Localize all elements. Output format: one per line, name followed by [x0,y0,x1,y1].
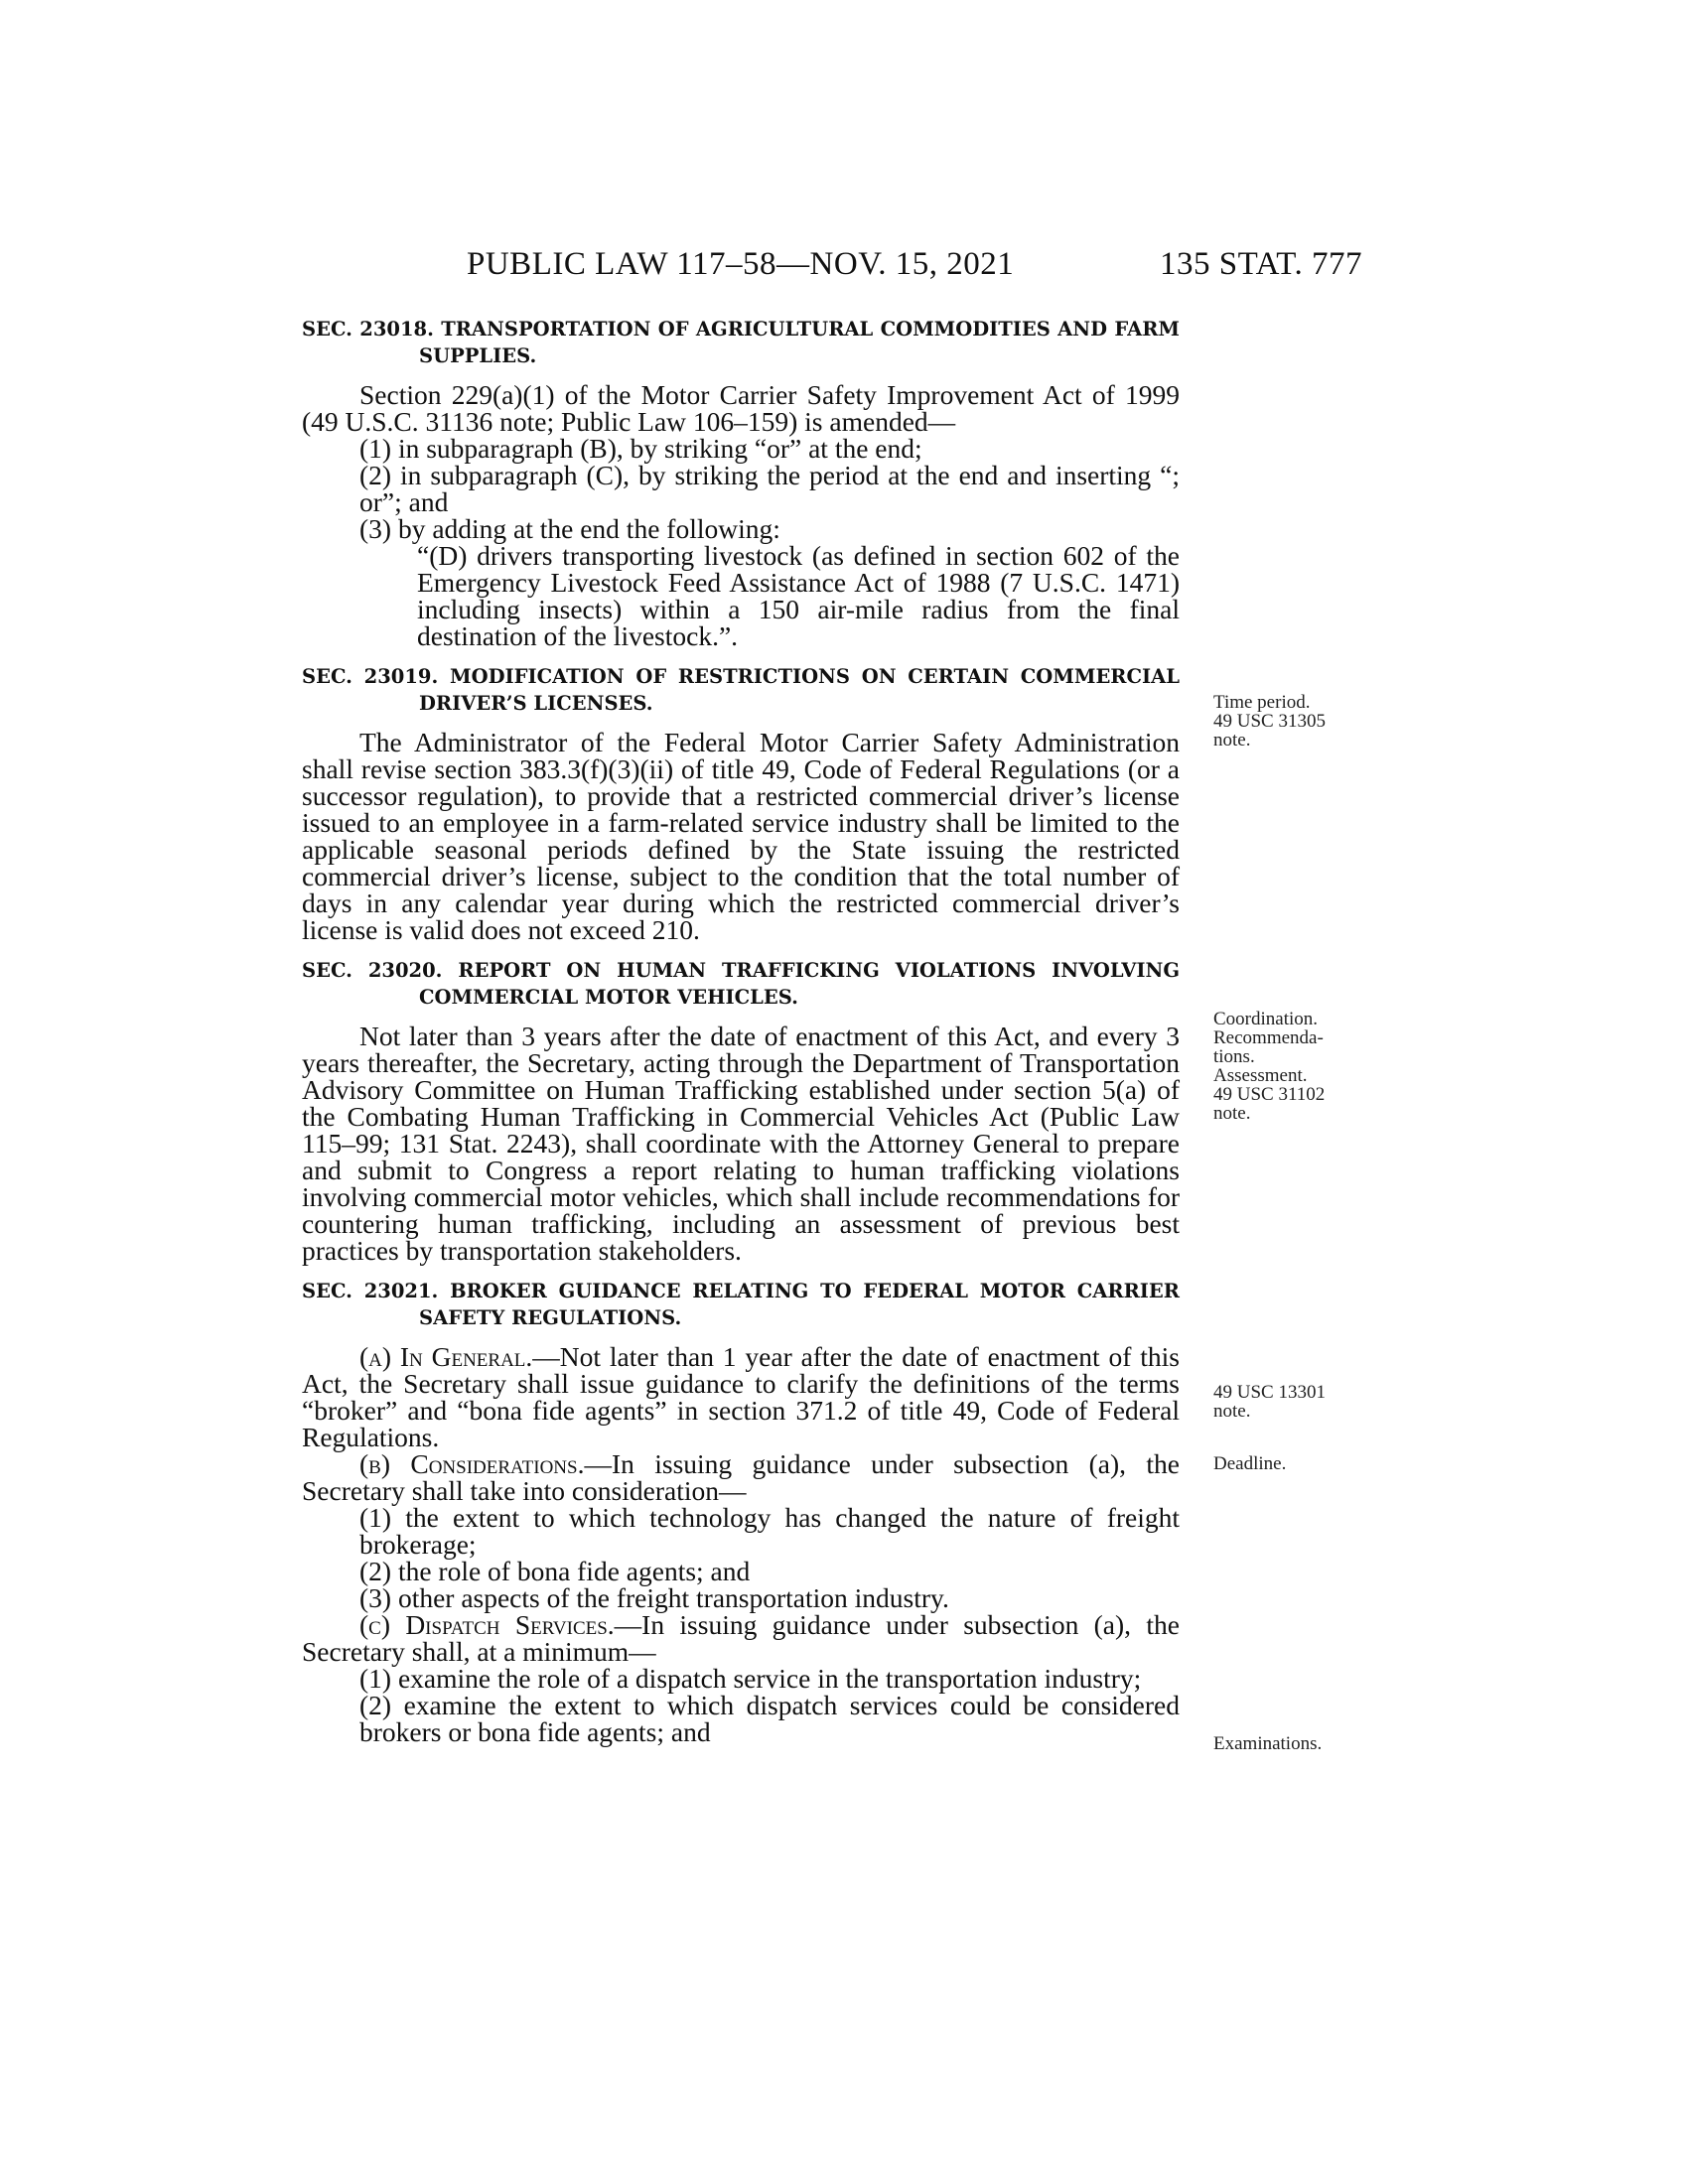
subsection-c [302,1611,1180,1665]
margin-note-line: 49 USC 31102 [1213,1084,1326,1105]
subsection-a-text: —Not later than 1 year after the date of enactment of this Act, the Secretary shall issue guidance to clarify the definitions of the terms “broker” and “bona fide agents” in section 371.2 of title 49, Code of Federal Regulations. [302,1341,1180,1452]
subsection-c-item-2: (2) examine the extent to which dispatch services could be considered brokers or bona fide agents; and [359,1690,1180,1747]
margin-note-line: note. [1213,730,1251,751]
margin-note-line: Recommenda- [1213,1027,1324,1048]
subsection-c-text: —In issuing guidance under subsection (a), the Secretary shall, at a minimum— [302,1609,1180,1667]
margin-note-23020 [1213,1010,1325,1123]
section-23018-quoted-text: “(D) drivers transporting livestock (as defined in section 602 of the Emergency Livestock Feed Assistance Act of 1988 (7 U.S.C. 1471) including insects) within a 150 air-mile radius from the final destination of the livestock.”. [417,540,1180,651]
subsection-b-item-1: (1) the extent to which technology has changed the nature of freight brokerage; [359,1502,1180,1560]
subsection-a-label: (a) In General. [359,1341,533,1372]
margin-note-line: Assessment. [1213,1065,1308,1086]
stat-page-number: 135 STAT. 777 [1160,246,1363,282]
margin-note-line: Time period. [1213,692,1311,713]
subsection-a [302,1343,1180,1450]
subsection-b-item-3: (3) other aspects of the freight transportation industry. [359,1582,949,1613]
section-23019-text: The Administrator of the Federal Motor Carrier Safety Administration shall revise section 383.3(f)(3)(ii) of title 49, Code of Federal Regulations (or a successor regulation), to provide that a restricted commercial driver’s license issued to an employee in a farm-related service industry shall be limited to the applicable seasonal periods defined by the State issuing the restricted commercial driver’s license, subject to the condition that the total number of days in any calendar year during which the restricted commercial driver’s license is valid does not exceed 210. [302,727,1180,945]
page-body [302,316,1180,1745]
section-23018-item-1: (1) in subparagraph (B), by striking “or” at the end; [359,433,922,464]
section-heading-23019: SEC. 23019. MODIFICATION OF RESTRICTIONS ON CERTAIN COMMERCIAL DRIVER’S LICENSES. [302,665,1180,715]
section-23018-intro: Section 229(a)(1) of the Motor Carrier Safety Improvement Act of 1999 (49 U.S.C. 31136 note; Public Law 106–159) is amended— [302,379,1180,437]
section-heading-23020: SEC. 23020. REPORT ON HUMAN TRAFFICKING VIOLATIONS INVOLVING COMMERCIAL MOTOR VEHICLES. [302,959,1180,1009]
subsection-c-item-1: (1) examine the role of a dispatch service in the transportation industry; [359,1663,1142,1694]
subsection-b-text: —In issuing guidance under subsection (a), the Secretary shall take into consideration— [302,1448,1180,1506]
subsection-b [302,1450,1180,1504]
section-23018-item-3: (3) by adding at the end the following: [359,513,780,544]
subsection-c-label: (c) Dispatch Services. [359,1609,615,1640]
margin-note-line: 49 USC 13301 [1213,1382,1326,1403]
margin-note-23021 [1213,1383,1326,1421]
margin-note-examinations: Examinations. [1213,1733,1323,1754]
subsection-b-item-2: (2) the role of bona fide agents; and [359,1556,751,1586]
section-23020-text: Not later than 3 years after the date of enactment of this Act, and every 3 years thereafter, the Secretary, acting through the Department of Transportation Advisory Committee on Human Trafficking established under section 5(a) of the Combating Human Trafficking in Commercial Vehicles Act (Public Law 115–99; 131 Stat. 2243), shall coordinate with the Attorney General to prepare and submit to Congress a report relating to human trafficking violations involving commercial motor vehicles, which shall include recommendations for countering human trafficking, including an assessment of previous best practices by transportation stakeholders. [302,1021,1180,1266]
margin-note-line: note. [1213,1401,1251,1422]
section-heading-23018: SEC. 23018. TRANSPORTATION OF AGRICULTURAL COMMODITIES AND FARM SUPPLIES. [302,318,1180,367]
running-head: PUBLIC LAW 117–58—NOV. 15, 2021 [467,246,1015,282]
margin-note-23019 [1213,693,1326,750]
margin-note-line: tions. [1213,1046,1255,1067]
margin-note-line: note. [1213,1103,1251,1124]
section-23018-item-2: (2) in subparagraph (C), by striking the period at the end and inserting “; or”; and [359,460,1180,517]
margin-note-line: 49 USC 31305 [1213,711,1326,732]
section-heading-23021: SEC. 23021. BROKER GUIDANCE RELATING TO FEDERAL MOTOR CARRIER SAFETY REGULATIONS. [302,1280,1180,1329]
subsection-b-label: (b) Considerations. [359,1448,585,1479]
margin-note-line: Coordination. [1213,1009,1319,1029]
margin-note-deadline: Deadline. [1213,1453,1287,1474]
